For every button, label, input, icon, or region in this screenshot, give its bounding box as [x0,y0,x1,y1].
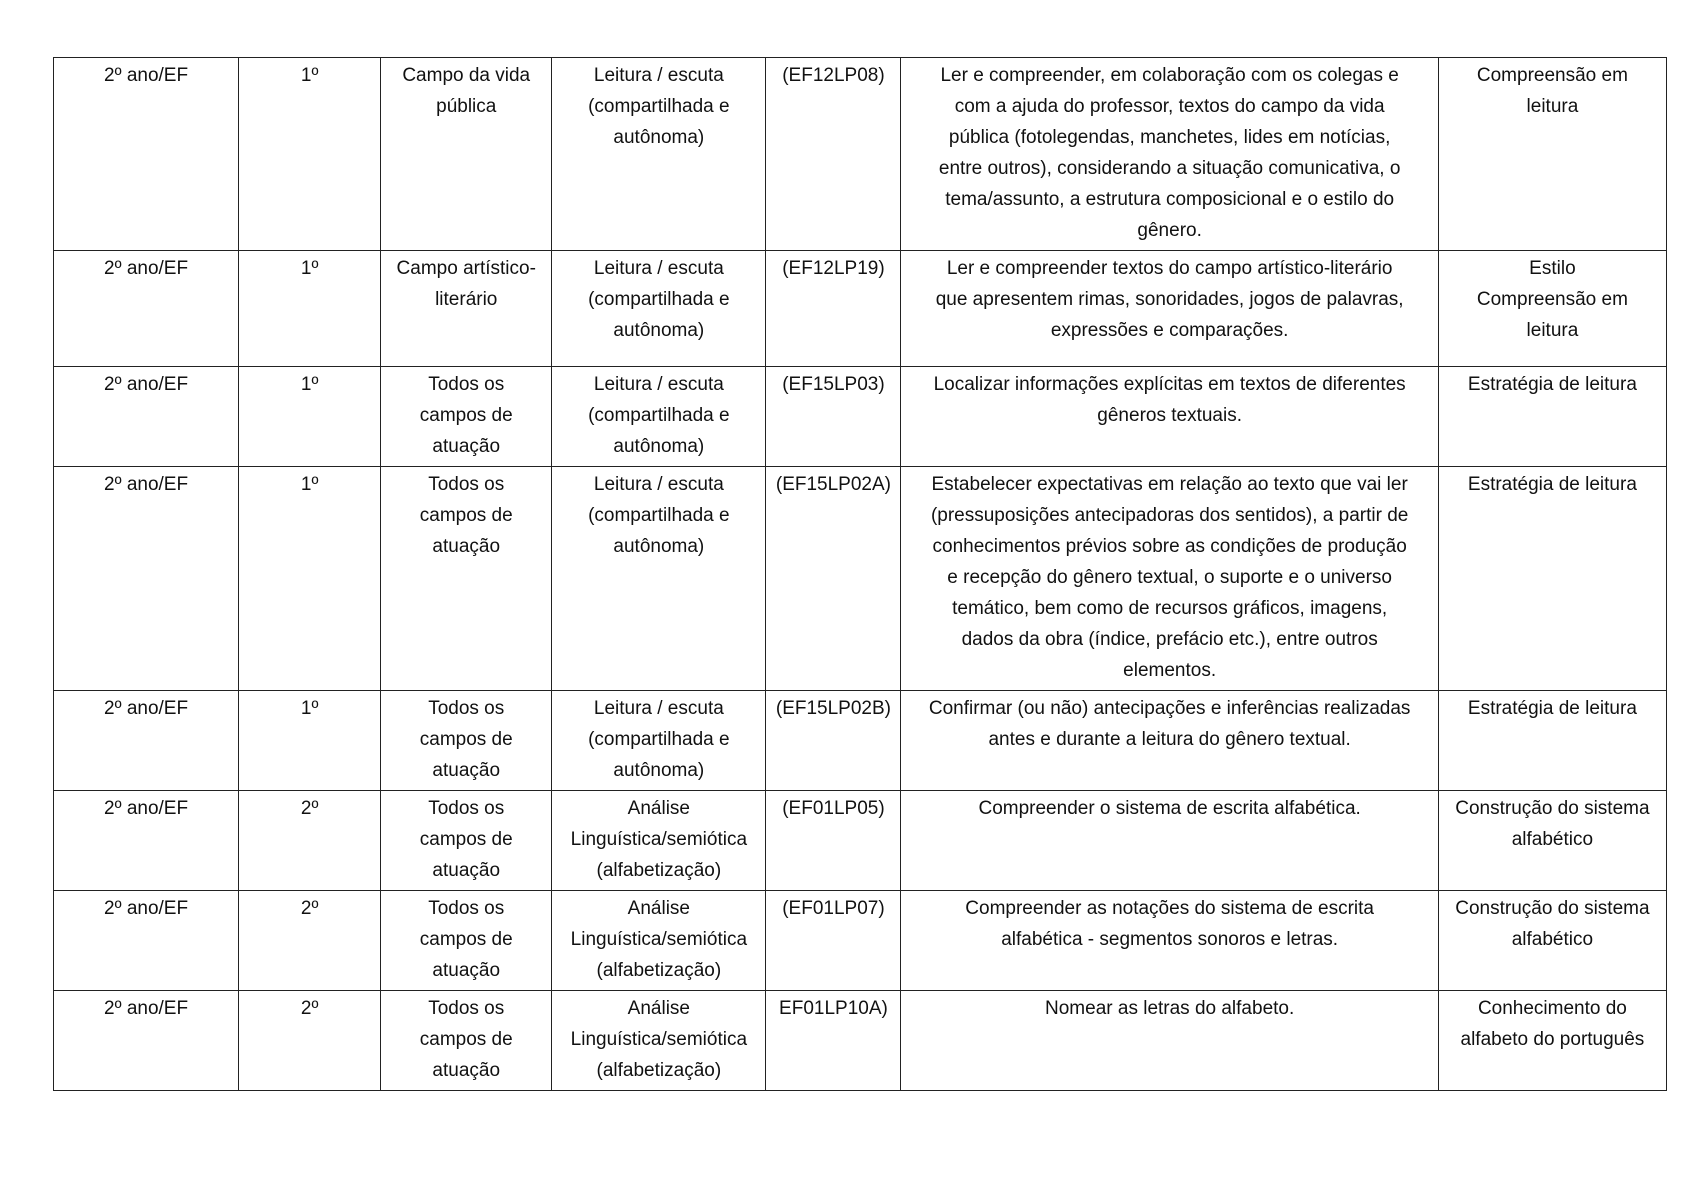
pratica-cell-line: Análise [627,898,690,919]
objeto-cell-line: leitura [1526,320,1579,341]
codigo-cell [766,791,901,891]
pratica-cell-line: Linguística/semiótica [570,829,748,850]
habilidade-cell-line: gênero. [1137,220,1202,241]
pratica-cell-line: (alfabetização) [596,860,722,881]
codigo-cell-text: (EF15LP02B) [775,698,891,719]
habilidade-cell-line: alfabética - segmentos sonoros e letras. [1001,929,1339,950]
campo-cell-line: atuação [432,860,501,881]
campo-cell-line: Campo artístico- [396,258,536,279]
ano-cell [54,791,239,891]
curriculum-table [53,57,1667,1091]
bimestre-cell [239,991,381,1091]
bimestre-cell [239,891,381,991]
habilidade-cell-line: (pressuposições antecipadoras dos sentidos), a partir de [930,505,1409,526]
table-row [54,691,1667,791]
bimestre-cell [239,467,381,691]
campo-cell-line: literário [435,289,498,310]
table-row [54,367,1667,467]
ano-cell [54,991,239,1091]
habilidade-cell [901,691,1438,791]
campo-cell-line: atuação [432,1060,501,1081]
ano-cell-text: 2º ano/EF [104,798,189,819]
objeto-cell-line: Compreensão em [1476,289,1628,310]
pratica-cell-line: Análise [627,998,690,1019]
pratica-cell [552,991,766,1091]
habilidade-cell-line: que apresentem rimas, sonoridades, jogos de palavras, [935,289,1404,310]
bimestre-cell-text: 2º [300,898,319,919]
campo-cell-line: Todos os [428,998,505,1019]
pratica-cell [552,58,766,251]
bimestre-cell [239,791,381,891]
campo-cell [381,58,552,251]
campo-cell-line: Todos os [428,698,505,719]
habilidade-cell-line: Estabelecer expectativas em relação ao texto que vai ler [931,474,1408,495]
objeto-cell-line: Construção do sistema [1455,898,1650,919]
codigo-cell-text: (EF12LP08) [782,65,885,86]
ano-cell [54,58,239,251]
campo-cell-line: Todos os [428,474,505,495]
pratica-cell-line: Leitura / escuta [593,258,724,279]
campo-cell-line: atuação [432,960,501,981]
pratica-cell-line: (compartilhada e [588,405,730,426]
pratica-cell-line: Linguística/semiótica [570,1029,748,1050]
habilidade-cell [901,791,1438,891]
bimestre-cell-text: 2º [300,998,319,1019]
codigo-cell [766,691,901,791]
ano-cell [54,691,239,791]
ano-cell-text: 2º ano/EF [104,898,189,919]
habilidade-cell-line: dados da obra (índice, prefácio etc.), entre outros [961,629,1378,650]
campo-cell [381,991,552,1091]
habilidade-cell [901,991,1438,1091]
objeto-cell [1438,367,1666,467]
campo-cell [381,791,552,891]
pratica-cell [552,791,766,891]
habilidade-cell-line: tema/assunto, a estrutura composicional e o estilo do [945,189,1395,210]
bimestre-cell [239,251,381,367]
bimestre-cell-text: 1º [300,698,319,719]
pratica-cell-line: (alfabetização) [596,960,722,981]
codigo-cell-text: (EF01LP05) [782,798,885,819]
pratica-cell-line: Leitura / escuta [593,374,724,395]
ano-cell-text: 2º ano/EF [104,258,189,279]
objeto-cell [1438,691,1666,791]
pratica-cell-line: Leitura / escuta [593,65,724,86]
habilidade-cell [901,251,1438,367]
ano-cell-text: 2º ano/EF [104,698,189,719]
objeto-cell [1438,791,1666,891]
objeto-cell-line: Estilo [1529,258,1576,279]
table-row [54,251,1667,367]
pratica-cell-line: autônoma) [613,436,705,457]
habilidade-cell-line: temático, bem como de recursos gráficos, imagens, [952,598,1388,619]
codigo-cell-text: (EF01LP07) [782,898,885,919]
objeto-cell [1438,891,1666,991]
codigo-cell-text: (EF12LP19) [782,258,885,279]
objeto-cell-line: alfabético [1511,829,1594,850]
bimestre-cell [239,58,381,251]
objeto-cell [1438,251,1666,367]
pratica-cell-line: (compartilhada e [588,505,730,526]
campo-cell [381,691,552,791]
habilidade-cell-line: Ler e compreender textos do campo artístico-literário [946,258,1393,279]
ano-cell-text: 2º ano/EF [104,65,189,86]
habilidade-cell-line: antes e durante a leitura do gênero textual. [988,729,1351,750]
pratica-cell-line: (compartilhada e [588,729,730,750]
habilidade-cell-line: gêneros textuais. [1097,405,1242,426]
codigo-cell [766,58,901,251]
codigo-cell [766,467,901,691]
campo-cell-line: campos de [419,405,513,426]
table-body [54,58,1667,1091]
codigo-cell [766,251,901,367]
ano-cell-text: 2º ano/EF [104,474,189,495]
codigo-cell-text: EF01LP10A) [779,998,888,1019]
pratica-cell [552,251,766,367]
codigo-cell [766,891,901,991]
pratica-cell-line: autônoma) [613,320,705,341]
campo-cell-line: campos de [419,729,513,750]
objeto-cell-line: alfabético [1511,929,1594,950]
codigo-cell-text: (EF15LP03) [782,374,885,395]
habilidade-cell-line: Compreender as notações do sistema de escrita [965,898,1374,919]
pratica-cell-line: (alfabetização) [596,1060,722,1081]
ano-cell [54,891,239,991]
campo-cell [381,467,552,691]
ano-cell [54,367,239,467]
objeto-cell-line: Estratégia de leitura [1467,474,1637,495]
ano-cell [54,467,239,691]
campo-cell-line: Todos os [428,374,505,395]
habilidade-cell-line: entre outros), considerando a situação comunicativa, o [938,158,1401,179]
table-row [54,891,1667,991]
habilidade-cell [901,891,1438,991]
pratica-cell-line: autônoma) [613,536,705,557]
objeto-cell-line: alfabeto do português [1460,1029,1645,1050]
bimestre-cell [239,691,381,791]
table-row [54,467,1667,691]
pratica-cell-line: Linguística/semiótica [570,929,748,950]
codigo-cell [766,991,901,1091]
objeto-cell-line: Construção do sistema [1455,798,1650,819]
habilidade-cell-line: conhecimentos prévios sobre as condições de produção [932,536,1407,557]
objeto-cell [1438,991,1666,1091]
bimestre-cell-text: 1º [300,258,319,279]
pratica-cell-line: (compartilhada e [588,289,730,310]
campo-cell-line: Campo da vida [402,65,531,86]
campo-cell-line: campos de [419,829,513,850]
habilidade-cell-line: Nomear as letras do alfabeto. [1045,998,1295,1019]
habilidade-cell [901,367,1438,467]
campo-cell-line: atuação [432,436,501,457]
habilidade-cell-line: Ler e compreender, em colaboração com os colegas e [940,65,1399,86]
pratica-cell-line: autônoma) [613,760,705,781]
campo-cell-line: atuação [432,760,501,781]
pratica-cell [552,467,766,691]
campo-cell-line: campos de [419,1029,513,1050]
ano-cell-text: 2º ano/EF [104,374,189,395]
pratica-cell-line: Análise [627,798,690,819]
codigo-cell-text: (EF15LP02A) [775,474,891,495]
campo-cell [381,367,552,467]
campo-cell-line: Todos os [428,898,505,919]
objeto-cell-line: Estratégia de leitura [1467,698,1637,719]
ano-cell [54,251,239,367]
bimestre-cell-text: 1º [300,474,319,495]
campo-cell-line: campos de [419,505,513,526]
campo-cell-line: campos de [419,929,513,950]
habilidade-cell [901,467,1438,691]
habilidade-cell-line: Localizar informações explícitas em textos de diferentes [933,374,1406,395]
pratica-cell [552,691,766,791]
campo-cell-line: atuação [432,536,501,557]
bimestre-cell-text: 1º [300,65,319,86]
objeto-cell [1438,58,1666,251]
pratica-cell-line: autônoma) [613,127,705,148]
habilidade-cell-line: com a ajuda do professor, textos do campo da vida [954,96,1385,117]
pratica-cell-line: Leitura / escuta [593,474,724,495]
pratica-cell [552,891,766,991]
bimestre-cell [239,367,381,467]
pratica-cell-line: (compartilhada e [588,96,730,117]
objeto-cell-line: leitura [1526,96,1579,117]
ano-cell-text: 2º ano/EF [104,998,189,1019]
campo-cell [381,891,552,991]
objeto-cell-line: Estratégia de leitura [1467,374,1637,395]
habilidade-cell-line: e recepção do gênero textual, o suporte e o universo [947,567,1392,588]
pratica-cell-line: Leitura / escuta [593,698,724,719]
table-row [54,991,1667,1091]
habilidade-cell-line: pública (fotolegendas, manchetes, lides em notícias, [948,127,1391,148]
objeto-cell-line: Conhecimento do [1477,998,1627,1019]
campo-cell [381,251,552,367]
campo-cell-line: pública [436,96,497,117]
objeto-cell [1438,467,1666,691]
objeto-cell-line: Compreensão em [1476,65,1628,86]
habilidade-cell [901,58,1438,251]
pratica-cell [552,367,766,467]
habilidade-cell-line: expressões e comparações. [1050,320,1289,341]
campo-cell-line: Todos os [428,798,505,819]
bimestre-cell-text: 1º [300,374,319,395]
habilidade-cell-line: Compreender o sistema de escrita alfabética. [978,798,1361,819]
habilidade-cell-line: Confirmar (ou não) antecipações e inferências realizadas [928,698,1411,719]
table-row [54,58,1667,251]
habilidade-cell-line: elementos. [1123,660,1217,681]
table-row [54,791,1667,891]
codigo-cell [766,367,901,467]
bimestre-cell-text: 2º [300,798,319,819]
